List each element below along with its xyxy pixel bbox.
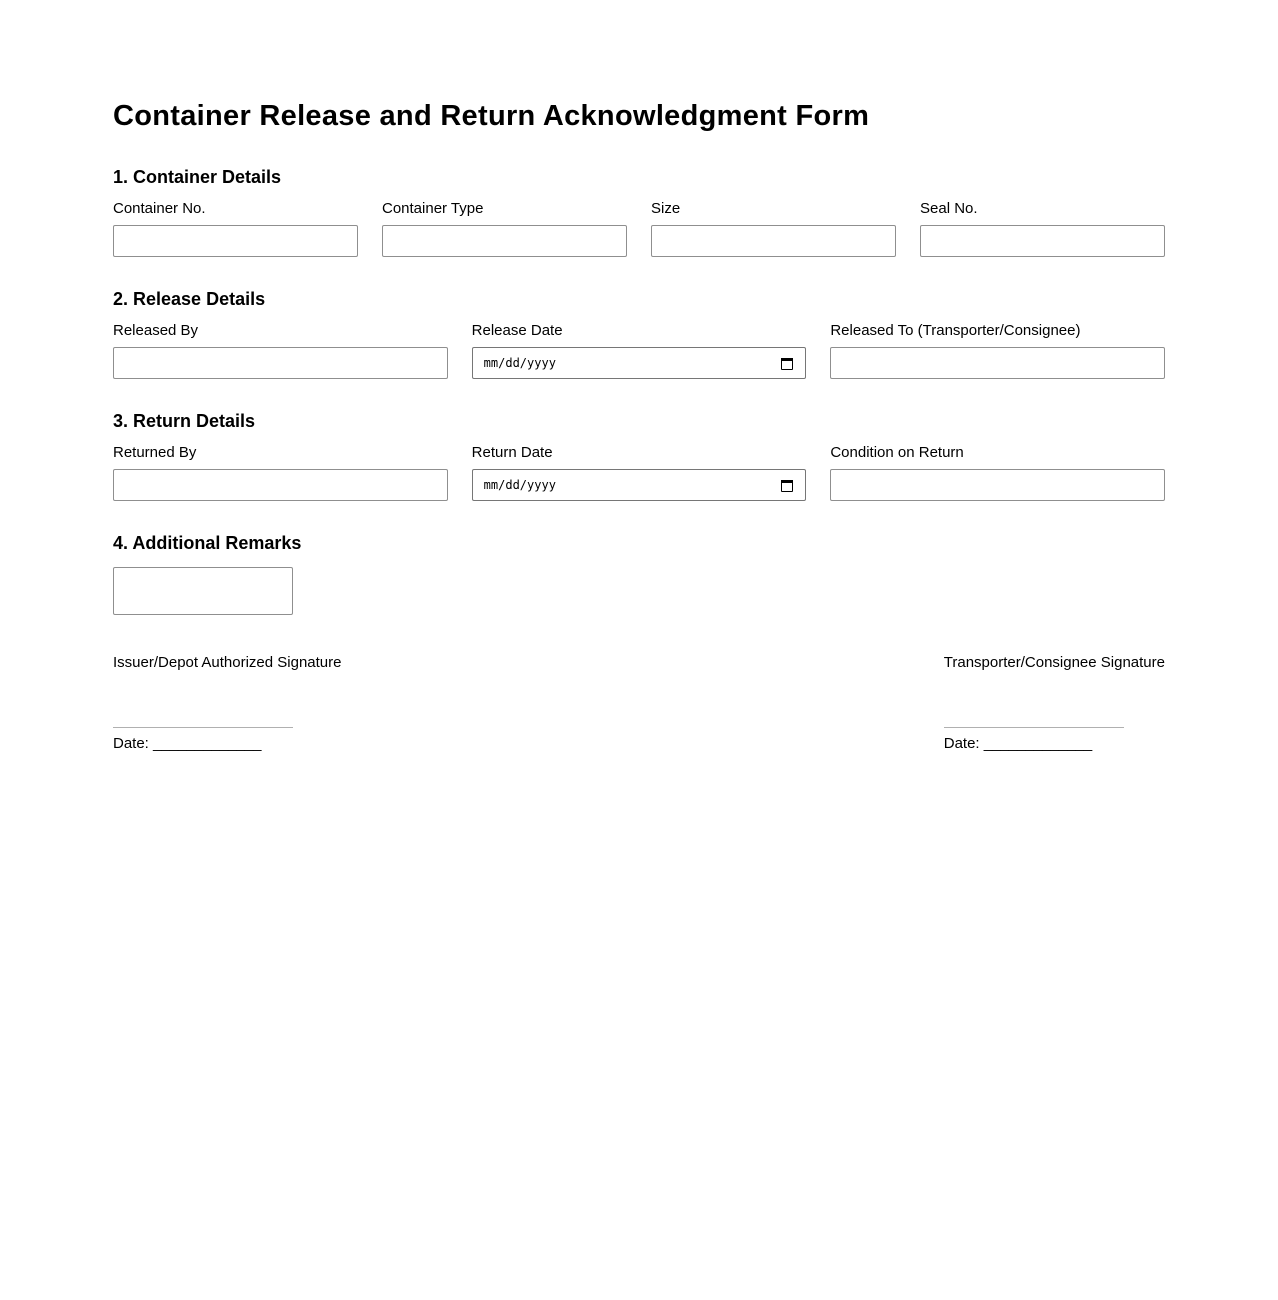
container-no-input[interactable] — [113, 225, 358, 257]
seal-no-group — [920, 200, 1165, 257]
container-details-row — [113, 200, 1165, 257]
released-to-label: Released To (Transporter/Consignee) — [830, 322, 1081, 339]
released-by-input[interactable] — [113, 347, 448, 379]
release-date-group — [472, 322, 807, 379]
return-date-label: Return Date — [471, 444, 553, 461]
calendar-icon[interactable] — [781, 357, 793, 369]
calendar-icon[interactable] — [781, 479, 793, 491]
container-type-group — [382, 200, 627, 257]
release-date-placeholder: mm/dd/yyyy — [483, 356, 556, 370]
transporter-signature-line — [944, 727, 1124, 728]
transporter-signature-label: Transporter/Consignee Signature — [943, 654, 1165, 671]
container-type-label: Container Type — [382, 200, 484, 217]
release-details-row — [113, 322, 1165, 379]
section-heading-return-details: 3. Return Details — [113, 411, 256, 431]
released-to-input[interactable] — [830, 347, 1165, 379]
transporter-date-text: Date: _____________ — [943, 735, 1093, 752]
returned-by-input[interactable] — [113, 469, 448, 501]
size-group — [651, 200, 896, 257]
condition-group — [830, 444, 1165, 501]
condition-label: Condition on Return — [830, 444, 964, 461]
released-by-group — [113, 322, 448, 379]
size-label: Size — [651, 200, 681, 217]
container-type-input[interactable] — [382, 225, 627, 257]
size-input[interactable] — [651, 225, 896, 257]
returned-by-group — [113, 444, 448, 501]
release-date-label: Release Date — [471, 322, 563, 339]
issuer-date-text: Date: _____________ — [113, 735, 262, 752]
condition-input[interactable] — [830, 469, 1165, 501]
return-details-row — [113, 444, 1165, 501]
container-no-group — [113, 200, 358, 257]
section-heading-container-details: 1. Container Details — [113, 167, 282, 187]
issuer-signature-label: Issuer/Depot Authorized Signature — [113, 654, 342, 671]
release-date-input[interactable] — [472, 347, 807, 379]
seal-no-input[interactable] — [920, 225, 1165, 257]
issuer-signature-line — [113, 727, 293, 728]
seal-no-label: Seal No. — [920, 200, 978, 217]
released-by-label: Released By — [113, 322, 199, 339]
section-heading-release-details: 2. Release Details — [113, 289, 266, 309]
issuer-signature-block — [113, 654, 341, 753]
return-date-input[interactable] — [472, 469, 807, 501]
returned-by-label: Returned By — [113, 444, 197, 461]
return-date-placeholder: mm/dd/yyyy — [483, 478, 556, 492]
transporter-signature-block — [944, 654, 1165, 753]
remarks-textarea[interactable] — [113, 567, 293, 615]
section-heading-additional-remarks: 4. Additional Remarks — [113, 533, 302, 553]
container-no-label: Container No. — [113, 200, 206, 217]
released-to-group — [830, 322, 1165, 379]
return-date-group — [472, 444, 807, 501]
page-title: Container Release and Return Acknowledgment Form — [113, 100, 870, 132]
